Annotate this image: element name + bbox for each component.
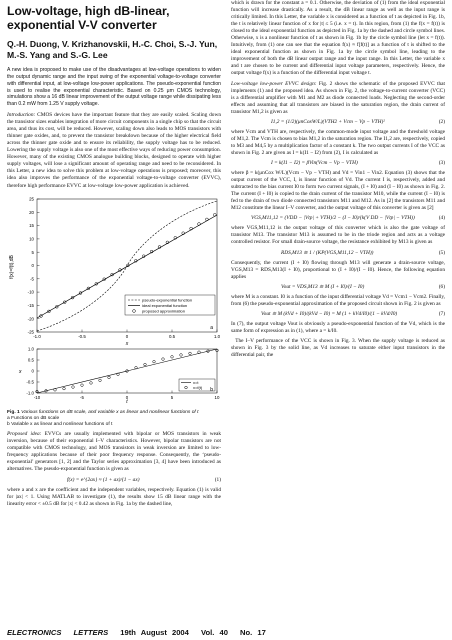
equation-6: [231, 284, 445, 291]
tick-label-b-y: 0: [31, 368, 34, 374]
equation-7-number: (7): [438, 310, 445, 317]
circuit-text: Fig. 2 shows the schematic of the proposed EVVC that implements (1) and the proposed idea. As shown in Fig. 2, the voltage-to-current converter (VCC) is a differential amplifier with M1 and M2 as diode connected loads. Neglecting the second-order effects and assuming that all transistors are biased in the saturation region, the drain current of transistor M1,2 is given as: [231, 80, 445, 115]
figure-1b: [18, 346, 220, 404]
page-footer: [7, 628, 266, 637]
equation-1-body: f(x) = e^{2ax} ≈ (1 + ax)/(1 − ax): [67, 476, 140, 483]
legend-b-item-1: x=t: [193, 379, 199, 385]
caption-text: Various functions on dB scale, and variable x as linear and nonlinear functions of t: [21, 409, 199, 415]
proposed-heading: Proposed idea:: [7, 431, 42, 438]
tick-label-a-x: -1.0: [33, 333, 41, 339]
tick-label-a-y: -5: [30, 275, 34, 281]
equation-2-number: (2): [438, 118, 445, 125]
footer-volume: Vol. 40: [201, 628, 228, 637]
marker-b: [63, 387, 66, 390]
tick-label-b-y: -1.0: [26, 390, 34, 396]
marker-b: [144, 363, 147, 366]
after-eq4-paragraph: where VGS,M11,12 is the output voltage of this converter which is also the gate voltage of transistor M13. The transistor M13 is assumed to be in the triode region and acts as a voltage controlled resistor. For small drain-source voltage, the resistance exhibited by M13 is given as: [231, 225, 445, 246]
tick-label-a-y: 15: [29, 222, 34, 228]
marker-a: [213, 213, 216, 216]
equation-5: [231, 250, 445, 257]
equation-4-number: (4): [438, 215, 445, 222]
marker-b: [162, 357, 165, 360]
tick-label-a-x: 1.0: [213, 333, 221, 339]
tick-label-a-x: -0.5: [78, 333, 86, 339]
tick-label-a-y: 0: [31, 262, 34, 268]
after-eq2-paragraph: where Vcm and VTH are, respectively, the common-mode input voltage and the threshold voltage of M1,2. The Vcm is chosen to bias M1,2 in the saturation region. The I1,2 are, respectively, copied to M3 and M4,5 by a multiplication factor of a constant k. The two output currents I of the VCC as shown in Fig. 2 are given as I = k(I1 − I2) from (2), I is calculated as: [231, 128, 445, 156]
marker-b: [99, 379, 102, 382]
tick-label-b-x: 5: [170, 394, 174, 400]
marker-b: [90, 381, 93, 384]
tick-label-a-y: 5: [31, 249, 34, 255]
caption-label: Fig. 1: [7, 409, 20, 415]
panel-label-b: b: [210, 386, 213, 393]
equation-5-number: (5): [438, 249, 445, 256]
axis-label-a-x: x: [125, 340, 129, 347]
marker-b: [198, 350, 201, 353]
after-eq5-paragraph: Consequently, the current (I + I0) flowing through M13 will generate a drain-source voltage, VGS,M13 = RDS,M13(I + I0), proportional to (I + I0)/(I − I0). Hence, the following equation applies: [231, 259, 445, 280]
equation-7-body: Vout ≅ M (kVd + I0)/(kVd − I0) = M (1 + kVd/I0)/(1 − kVd/I0): [261, 310, 398, 317]
axis-label-a-y: f(x)=f(t),dB: [9, 254, 15, 279]
tick-label-a-y: -15: [27, 302, 34, 308]
equation-2: [231, 119, 445, 126]
figure-1a: [9, 197, 221, 347]
tick-label-a-y: 10: [29, 236, 34, 242]
axis-label-b-y: x: [19, 368, 22, 375]
equation-3-body: I = k(I1 − I2) = βVin(Vcm − Vp − VTH): [271, 159, 358, 166]
equation-5-body: RDS,M13 ≅ 1 / (KP(VGS,M11,12 − VTH)): [281, 249, 374, 256]
equation-1: [7, 477, 221, 484]
equation-3: [231, 160, 445, 167]
right-paragraph-1: which is drawn for the constant a = 0.1. Otherwise, the deviation of (1) from the ideal exponential function will increase drastically. As a result, the dB linear range as well as the input range is critically limited. In this Letter, the variable x is considered as a function of t as depicted in Fig. 1b, the t is relatively linear function of x for |t| ≤ 5 (i.e. x = t). In this region, from (1) the f(x = f(t)) is closed to the ideal exponential function as depicted in Fig. 1a by the dashed and circle symbol lines. Otherwise, x is a nonlinear function of t as shown in Fig. 1b by the circle symbol line (let x = f(t)). Intuitively, from (1) one can see that the equation f(x) ≈ f[f(t)] as a function of t is shifted to the ideal exponential function as shown in Fig. 1a by the circle symbol line, leading to the improvement of both the dB linear output range and the input range. In this Letter, the variable x and t are chosen to be current and differential input voltage parameters, respectively. Hence, the output voltage f(x) is a function of the differential input voltage t.: [231, 0, 445, 77]
last-paragraph: [231, 338, 445, 359]
after-eq3-paragraph: where β = k(μnCox W/L)(Vcm − Vp − VTH) and Vd = Vin1 − Vin2. Equation (3) shows that the output current of the VCC, I, is linear function of Vd. The current I is, respectively, added and subtracted to the bias current I0 to form two current signals, (I + I0) and (I − I0) as shown in Fig. 2. The current (I + I0) is copied to the drain current of the transistor M10, while the current (I − I0) is fed to the drain of two diode connected transistors M11 and M12. As in [2] the transistors M11 and M12 constitute the linear I–V converter, and the output voltage of this converter is given as [2]: [231, 170, 445, 212]
tick-label-b-x: 10: [214, 394, 220, 400]
marker-b: [54, 388, 57, 391]
tick-label-a-y: -20: [27, 315, 34, 321]
legend-a-item-1: pseudo-exponential function: [142, 297, 193, 303]
tick-label-b-x: 0: [125, 394, 129, 400]
tick-label-b-y: 0.5: [27, 357, 34, 363]
caption-b: b Variable x as linear and nonlinear functions of t: [7, 422, 113, 428]
equation-7: [231, 311, 445, 318]
marker-b: [153, 360, 156, 363]
proposed-text: EVVCs are usually implemented with bipolar or MOS transistors in weak inversion, because of their exponential I–V characteristics. However, bipolar transistors are not compatible with CMOS technology, and MOS transistors in weak inversion are limited to low-frequency applications because of their poor frequency response. Consequently, the ‘pseudo-exponential’ generators [1, 2] and the Taylor series approximation [3, 4] have been introduced as alternatives. The pseudo-exponential function is given as: [7, 431, 221, 473]
abstract: A new idea is proposed to make use of the disadvantages at low-voltage operations to widen the output dynamic range and the input swing of the exponential voltage-to-voltage converter with differential input, at low-voltage low-power applications. The pseudo-exponential function is used to realise the exponential characteristic. Based on 0.25 μm CMOS technology, simulations show a 16 dB linear improvement of the output voltage range while dissipating less than 0.2 mW from 1.25 V supply voltage.: [7, 67, 221, 108]
tick-label-b-y: -0.5: [26, 379, 34, 385]
marker-b: [72, 385, 75, 388]
marker-b: [81, 383, 84, 386]
circuit-heading: Low-voltage low-power EVVC design:: [231, 80, 317, 87]
tick-label-a-y: 25: [29, 196, 34, 202]
figure-1: [7, 197, 221, 405]
tick-label-b-y: 1.0: [27, 346, 34, 352]
left-column: [7, 0, 221, 511]
after-eq1-paragraph: where a and x are the coefficient and the independent variables, respectively. Equation (1) is valid for |ax| < 1. Using MATLAB to investigate (1), the results show 15 dB linear range with the linearity error < ±0.5 dB for |x| < 0.42 as shown in Fig. 1a by the dashed line,: [7, 486, 221, 507]
intro-text: CMOS devices have the important feature that they are easily scaled. Scaling down the transistor sizes enables integration of more circuit components in a single chip so that the circuit area, and thus its cost, will be reduced. However, scaling down also leads to MOS transistors with thinner gate oxides, and, to prevent the transistor breakdown because of the higher electrical field across the thinner gate oxide and to ensure its reliability, the supply voltage has to be reduced. Lowering the supply voltage is also one of the most effective ways of reducing power consumption. However, many of the existing CMOS analogue building blocks, designed to operate with higher supply voltages, will lose a significant amount of operating range and need to be reconsidered. In this Letter, a new idea to solve this problem at low-voltage operations is proposed; moreover, this idea also improves the performance of the exponential voltage-to-voltage converter (EVVC), therefore high performance EVVC at low-voltage low-power application is achieved.: [7, 112, 221, 189]
last-heading: The I–V performance: [235, 337, 284, 344]
intro-paragraph: [7, 112, 221, 190]
intro-heading: Introduction:: [7, 112, 36, 119]
equation-4: [231, 215, 445, 222]
last-text: of the VCC is shown in Fig. 3. When the supply voltage is reduced as shown in Fig. 3 by the solid line, as Vd increases to saturate either input transistors in the differential pair, the: [231, 337, 445, 359]
tick-label-a-y: 20: [29, 209, 34, 215]
proposed-paragraph: [7, 431, 221, 473]
equation-3-number: (3): [438, 159, 445, 166]
author-list: Q.-H. Duong, V. Krizhanovskii, H.-C. Choi, S.-J. Yun, M.-S. Yang and S.-G. Lee: [7, 39, 218, 60]
legend-a-item-2: ideal exponential function: [142, 302, 188, 308]
equation-6-number: (6): [438, 283, 445, 290]
tick-label-b-x: -10: [33, 394, 41, 400]
circuit-paragraph: [231, 81, 445, 116]
tick-label-b-x: -5: [80, 394, 84, 400]
footer-journal: ELECTRONICS LETTERS: [7, 628, 109, 637]
axis-label-b-x: t: [126, 398, 128, 405]
footer-number: No. 17: [240, 628, 266, 637]
paper-title: Low-voltage, high dB-linear, exponential V-V converter: [7, 4, 170, 32]
marker-b: [171, 355, 174, 358]
equation-6-body: Vout = VDS,M13 ≅ M (I + I0)/(I − I0): [281, 283, 365, 290]
after-eq7-paragraph: In (7), the output voltage Vout is obviously a pseudo-exponential function of the Vd, which is the same form of expression as in (1), where a = k/I0.: [231, 320, 445, 334]
after-eq6-paragraph: where M is a constant. I0 is a function of the input differential voltage Vd = Vcm1 − Vcm2. Finally, from (6) the pseudo-exponential approximation of the proposed circuit shown in Fig. 2 is given as: [231, 293, 445, 307]
legend-b-item-2: x=f(t): [193, 384, 203, 390]
tick-label-a-y: -10: [27, 289, 34, 295]
footer-date: 19th August 2004: [120, 628, 189, 637]
tick-label-a-x: 0.5: [168, 333, 176, 339]
figure-1-caption: [7, 410, 221, 429]
tick-label-a-x: 0: [125, 333, 129, 339]
equation-1-number: (1): [214, 476, 221, 483]
marker-b: [189, 352, 192, 355]
equation-2-body: I1,2 = (1/2)(μnCoxW/L)(VTH2 + Vcm − Vp − VTH)²: [271, 118, 385, 125]
equation-4-body: VGS,M11,12 = (VDD − |Vtp| + VTH)/2 − (I − I0)/(k(V DD − |Vtp| − VTH)): [251, 215, 415, 222]
panel-label-a: a: [210, 324, 213, 331]
legend-a-item-3: proposed approximation: [142, 308, 185, 314]
right-column: [231, 0, 445, 362]
marker-b: [108, 376, 111, 379]
caption-a: a Functions on dB scale: [7, 415, 60, 421]
tick-label-a-y: -25: [27, 329, 34, 335]
marker-b: [180, 353, 183, 356]
